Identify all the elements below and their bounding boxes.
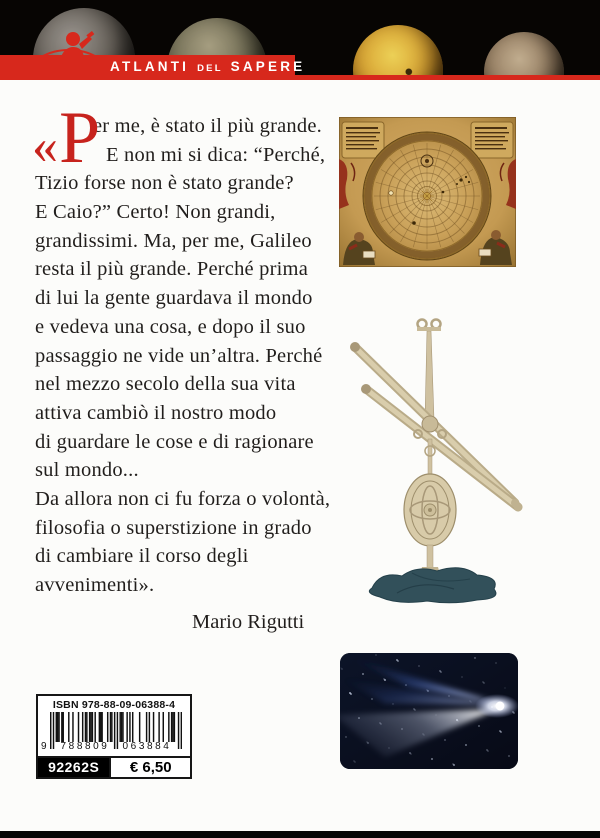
quote-line: attiva cambiò il nostro modo [35, 401, 277, 424]
product-code-badge: 92262S [38, 758, 109, 777]
barcode-digit-group: 9 [41, 741, 47, 752]
quote-line: e vedeva una cosa, e dopo il suo [35, 315, 306, 338]
quote-line: E non mi si dica: “Perché, [106, 143, 326, 166]
barcode-panel [36, 694, 192, 779]
isbn-label: ISBN 978-88-09-06388-4 [52, 699, 176, 711]
barcode-digit-group: 788809 [58, 742, 112, 752]
bottom-edge-strip [0, 831, 600, 838]
series-title [110, 57, 305, 77]
quote-line: resta il più grande. Perché prima [35, 258, 308, 281]
series-word: ATLANTI [110, 59, 190, 74]
quote-open-mark: « [32, 118, 58, 175]
quote-line: Da allora non ci fu forza o volontà, [35, 487, 331, 510]
code-price-row [38, 756, 190, 777]
telescope-art [342, 293, 527, 611]
moon-photo-io [353, 25, 443, 80]
quote-block [32, 97, 347, 634]
quote-line: di guardare le cose e di ragionare [35, 430, 314, 453]
telescope-image [342, 293, 527, 611]
observer-logo-icon [27, 30, 111, 80]
quote-line: grandissimi. Ma, per me, Galileo [35, 229, 312, 252]
quote-line: di cambiare il corso degli [35, 545, 249, 568]
series-word: SAPERE [230, 59, 306, 74]
quote-attribution: Mario Rigutti [192, 610, 305, 633]
quote-drop-cap: P [59, 97, 101, 179]
planisphere-image [339, 117, 516, 267]
quote-line: er me, è stato il più grande. [93, 115, 322, 137]
series-word-small: DEL [197, 63, 223, 74]
quote-line: sul mondo... [35, 459, 139, 482]
planisphere-art [339, 117, 516, 267]
barcode-digit-group: 063884 [120, 742, 174, 752]
header-band [0, 0, 600, 80]
quote-line: passaggio ne vide un’altra. Perché [35, 344, 323, 367]
quote-line: E Caio?” Certo! Non grandi, [35, 201, 276, 224]
quote-line: filosofia o superstizione in grado [35, 516, 312, 539]
price-label: € 6,50 [109, 758, 190, 777]
moon-photo-4 [484, 32, 564, 80]
ean-barcode [41, 712, 182, 752]
quote-line: di lui la gente guardava il mondo [35, 287, 313, 310]
quote-line: avvenimenti». [35, 574, 155, 596]
quote-line: nel mezzo secolo della sua vita [35, 373, 296, 396]
comet-image [340, 653, 518, 769]
comet-art [340, 653, 518, 769]
quote-line: Tizio forse non è stato grande? [35, 172, 294, 195]
